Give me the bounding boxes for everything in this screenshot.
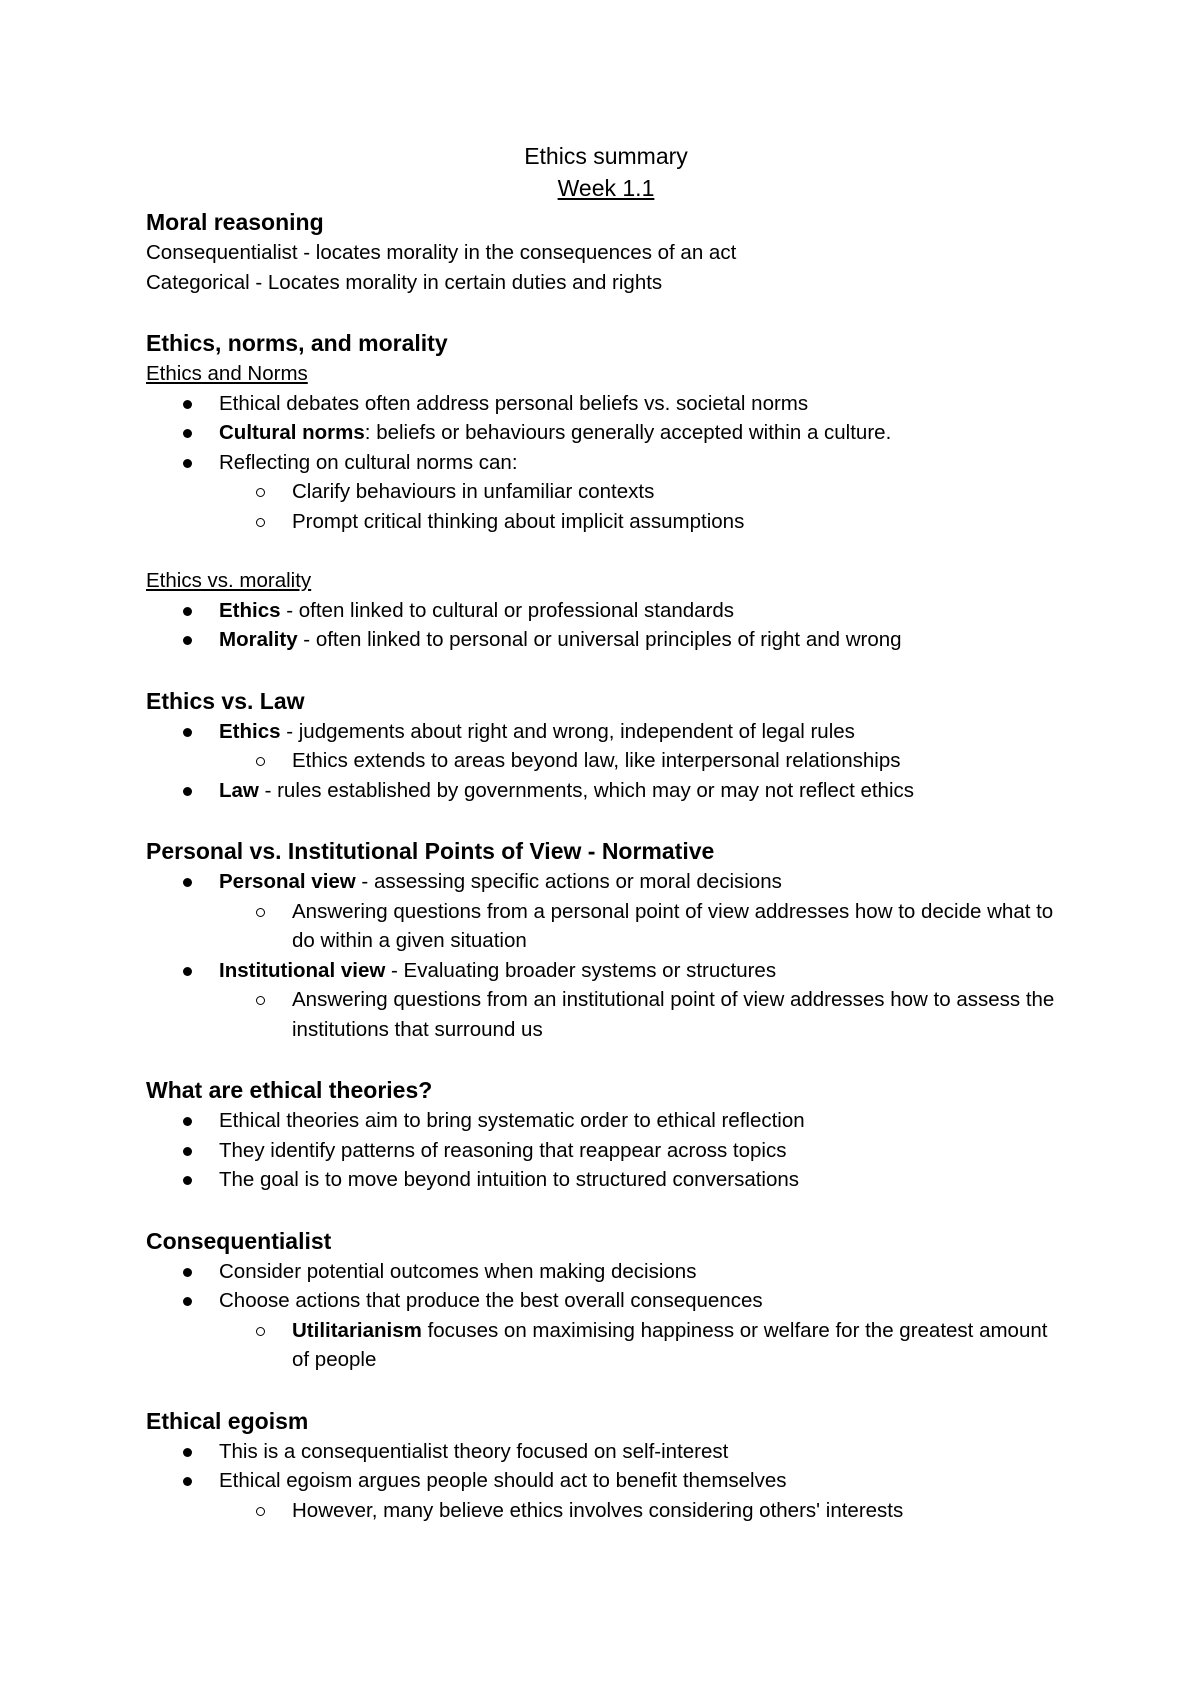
bullet-icon: [183, 956, 192, 986]
list-item: Prompt critical thinking about implicit assumptions: [146, 507, 1066, 537]
heading-moral-reasoning: Moral reasoning: [146, 209, 324, 235]
list-item: Cultural norms: beliefs or behaviours generally accepted within a culture.: [146, 418, 1066, 448]
text-line: Categorical - Locates morality in certain duties and rights: [146, 270, 663, 294]
heading-ethical-egoism: Ethical egoism: [146, 1407, 309, 1434]
bullet-icon: [183, 1106, 192, 1136]
hollow-bullet-icon: [256, 746, 265, 776]
heading-ethics-norms-morality: Ethics, norms, and morality: [146, 330, 448, 356]
list-item: Personal view - assessing specific actions or moral decisions: [146, 867, 1066, 897]
list-item: Institutional view - Evaluating broader systems or structures: [146, 956, 1066, 986]
list-item: The goal is to move beyond intuition to structured conversations: [146, 1165, 1066, 1195]
bullet-icon: [183, 1165, 192, 1195]
list-item: Clarify behaviours in unfamiliar contexts: [146, 477, 1066, 507]
list-item: Answering questions from a personal point of view addresses how to decide what to do within a given situation: [146, 897, 1066, 956]
list-item: Ethical theories aim to bring systematic order to ethical reflection: [146, 1106, 1066, 1136]
bullet-list: [146, 1106, 1066, 1195]
heading-ethical-theories: What are ethical theories?: [146, 1077, 433, 1103]
bullet-icon: [183, 448, 192, 478]
hollow-bullet-icon: [256, 1316, 265, 1346]
hollow-bullet-icon: [256, 985, 265, 1015]
subheading-ethics-vs-morality: Ethics vs. morality: [146, 569, 312, 592]
bullet-icon: [183, 717, 192, 747]
bullet-icon: [183, 1437, 192, 1467]
bullet-icon: [183, 1136, 192, 1166]
list-item: Ethical debates often address personal beliefs vs. societal norms: [146, 389, 1066, 419]
list-item: Utilitarianism focuses on maximising happiness or welfare for the greatest amount of people: [146, 1316, 1066, 1375]
hollow-bullet-icon: [256, 1496, 265, 1526]
list-item: Answering questions from an institutional point of view addresses how to assess the institutions that surround us: [146, 985, 1066, 1044]
bullet-icon: [183, 1257, 192, 1287]
subheading-ethics-and-norms: Ethics and Norms: [146, 362, 308, 385]
text-line: Consequentialist - locates morality in the consequences of an act: [146, 241, 737, 264]
list-item: Ethics extends to areas beyond law, like interpersonal relationships: [146, 746, 1066, 776]
bullet-list: [146, 389, 1066, 537]
bullet-list: [146, 596, 1066, 655]
list-item: Choose actions that produce the best overall consequences: [146, 1286, 1066, 1316]
bullet-list: [146, 867, 1066, 1044]
bullet-icon: [183, 867, 192, 897]
bullet-list: [146, 1437, 1066, 1526]
heading-consequentialist: Consequentialist: [146, 1227, 332, 1254]
bullet-icon: [183, 1466, 192, 1496]
list-item: Consider potential outcomes when making decisions: [146, 1257, 1066, 1287]
heading-personal-vs-institutional: Personal vs. Institutional Points of View - Normative: [146, 838, 715, 864]
list-item: Morality - often linked to personal or universal principles of right and wrong: [146, 625, 1066, 655]
list-item: This is a consequentialist theory focused on self-interest: [146, 1437, 1066, 1467]
document-page: [146, 140, 1066, 1525]
list-item: Ethical egoism argues people should act to benefit themselves: [146, 1466, 1066, 1496]
list-item: Law - rules established by governments, which may or may not reflect ethics: [146, 776, 1066, 806]
bullet-icon: [183, 418, 192, 448]
bullet-icon: [183, 389, 192, 419]
list-item: Ethics - often linked to cultural or professional standards: [146, 596, 1066, 626]
list-item: However, many believe ethics involves considering others' interests: [146, 1496, 1066, 1526]
document-subtitle: Week 1.1: [557, 175, 655, 201]
heading-ethics-vs-law: Ethics vs. Law: [146, 687, 305, 714]
bullet-icon: [183, 1286, 192, 1316]
list-item: Reflecting on cultural norms can:: [146, 448, 1066, 478]
hollow-bullet-icon: [256, 897, 265, 927]
bullet-icon: [183, 596, 192, 626]
bullet-list: [146, 717, 1066, 806]
hollow-bullet-icon: [256, 507, 265, 537]
bullet-icon: [183, 776, 192, 806]
list-item: They identify patterns of reasoning that reappear across topics: [146, 1136, 1066, 1166]
document-title: Ethics summary: [524, 143, 688, 169]
list-item: Ethics - judgements about right and wrong, independent of legal rules: [146, 717, 1066, 747]
bullet-list: [146, 1257, 1066, 1375]
bullet-icon: [183, 625, 192, 655]
hollow-bullet-icon: [256, 477, 265, 507]
